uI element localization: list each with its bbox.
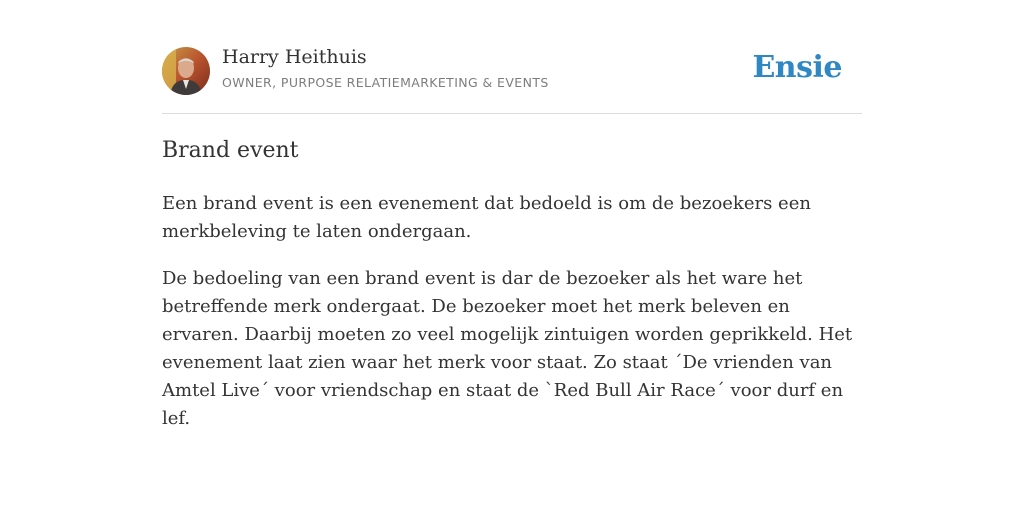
definition-paragraph-2: De bedoeling van een brand event is dar de bezoeker als het ware het betreffende merk ondergaat. De bezoeker moet het merk beleven en ervaren. Daarbij moeten zo veel mogelijk zintuigen worden geprikkeld. Het evenement laat zien waar het merk voor staat. Zo staat ´De vrienden van Amtel Live´ voor vriendschap en staat de `Red Bull Air Race´ voor durf en lef. bbox=[162, 268, 853, 429]
author-photo bbox=[162, 47, 210, 95]
card-header bbox=[162, 44, 862, 114]
author-name[interactable]: Harry Heithuis bbox=[222, 46, 367, 68]
ensie-logo[interactable]: Ensie bbox=[752, 50, 842, 85]
author-avatar[interactable] bbox=[162, 47, 210, 95]
definition-card bbox=[162, 44, 862, 429]
author-role: OWNER, PURPOSE RELATIEMARKETING & EVENTS bbox=[222, 75, 549, 90]
definition-paragraph-1: Een brand event is een evenement dat bedoeld is om de bezoekers een merkbeleving te laten ondergaan. bbox=[162, 193, 811, 242]
definition-title: Brand event bbox=[162, 138, 299, 163]
